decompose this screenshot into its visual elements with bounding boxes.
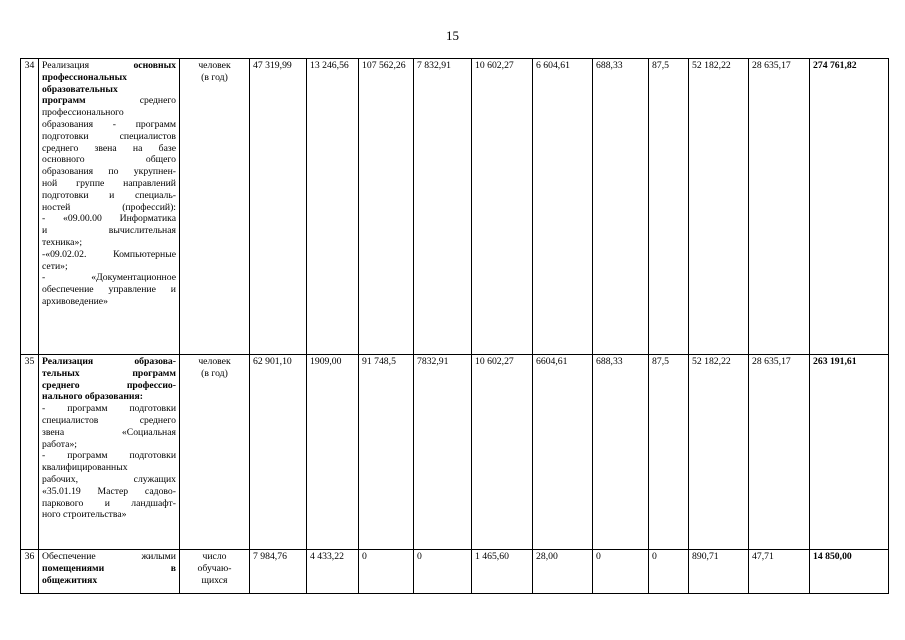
cost-value: 0: [593, 550, 649, 594]
cost-value: 7 832,91: [414, 59, 472, 355]
service-name-line: техника»;: [42, 236, 83, 248]
service-name-line: образования - программ: [42, 118, 176, 130]
cost-value: 10 602,27: [472, 59, 533, 355]
unit-of-measure: [180, 355, 250, 550]
service-name-line: обеспечение управление и: [42, 284, 176, 296]
cost-value: 890,71: [689, 550, 749, 594]
service-name-line: программ среднего: [42, 95, 176, 107]
total-value: 14 850,00: [810, 550, 889, 594]
cost-value: 87,5: [649, 59, 689, 355]
table-row: [21, 355, 889, 550]
service-name-line: сети»;: [42, 260, 68, 272]
service-name-line: основного общего: [42, 154, 176, 166]
service-name-line: тельных программ: [42, 367, 176, 379]
unit-line: обучаю-: [197, 562, 232, 574]
unit-line: щихся: [201, 574, 228, 586]
norms-table: [20, 58, 889, 594]
cost-value: 4 433,22: [307, 550, 359, 594]
service-name-line: подготовки специалистов: [42, 130, 176, 142]
cost-value: 13 246,56: [307, 59, 359, 355]
cost-value: 52 182,22: [689, 59, 749, 355]
service-name-line: нального образования:: [42, 391, 143, 403]
table-body: [21, 59, 889, 594]
cost-value: 47 319,99: [250, 59, 307, 355]
service-name-line: звена «Социальная: [42, 426, 176, 438]
service-name-line: рабочих, служащих: [42, 473, 176, 485]
total-value: 263 191,61: [810, 355, 889, 550]
cost-value: 47,71: [749, 550, 810, 594]
unit-line: человек: [198, 60, 231, 71]
service-name-line: специалистов среднего: [42, 414, 176, 426]
cost-value: 688,33: [593, 355, 649, 550]
service-name-line: Обеспечение жилыми: [42, 551, 176, 562]
service-name-line: образовательных: [42, 83, 118, 95]
unit-line: человек: [198, 356, 231, 367]
service-name-line: работа»;: [42, 438, 77, 450]
service-name-line: образования по укрупнен-: [42, 166, 176, 178]
service-name-line: общежитиях: [42, 574, 98, 586]
cost-value: 28 635,17: [749, 355, 810, 550]
service-name-line: - «Документационное: [42, 272, 176, 284]
row-number: 34: [21, 59, 39, 355]
service-name-line: - «09.00.00 Информатика: [42, 213, 176, 225]
cost-value: 62 901,10: [250, 355, 307, 550]
unit-line: число: [202, 551, 227, 562]
service-name-line: - программ подготовки: [42, 450, 176, 462]
service-name-line: подготовки и специаль-: [42, 189, 176, 201]
service-name-line: ного строительства»: [42, 509, 127, 521]
cost-value: 6604,61: [533, 355, 593, 550]
service-name-line: среднего звена на базе: [42, 142, 176, 154]
service-name-line: среднего профессио-: [42, 379, 176, 391]
cost-value: 91 748,5: [359, 355, 414, 550]
service-name: [39, 59, 180, 355]
page-number: 15: [446, 28, 459, 43]
table-row: [21, 550, 889, 594]
service-name-line: ной группе направлений: [42, 177, 176, 189]
cost-value: 688,33: [593, 59, 649, 355]
unit-of-measure: [180, 550, 250, 594]
cost-value: 28 635,17: [749, 59, 810, 355]
cost-value: 0: [414, 550, 472, 594]
service-name-line: Реализация основных: [42, 60, 176, 71]
service-name-line: -«09.02.02. Компьютерные: [42, 248, 176, 260]
service-name: [39, 550, 180, 594]
service-name-line: и вычислительная: [42, 225, 176, 237]
service-name-line: профессионального: [42, 107, 124, 119]
cost-value: 52 182,22: [689, 355, 749, 550]
row-number: 35: [21, 355, 39, 550]
unit-line: (в год): [201, 71, 228, 83]
service-name-line: - программ подготовки: [42, 403, 176, 415]
cost-value: 0: [359, 550, 414, 594]
cost-value: 6 604,61: [533, 59, 593, 355]
cost-value: 0: [649, 550, 689, 594]
service-name-line: профессиональных: [42, 71, 128, 83]
unit-line: (в год): [201, 367, 228, 379]
table-row: [21, 59, 889, 355]
unit-of-measure: [180, 59, 250, 355]
cost-value: 1909,00: [307, 355, 359, 550]
total-value: 274 761,82: [810, 59, 889, 355]
cost-value: 7832,91: [414, 355, 472, 550]
cost-value: 28,00: [533, 550, 593, 594]
cost-value: 7 984,76: [250, 550, 307, 594]
cost-value: 107 562,26: [359, 59, 414, 355]
cost-value: 1 465,60: [472, 550, 533, 594]
cost-value: 10 602,27: [472, 355, 533, 550]
service-name-line: «35.01.19 Мастер садово-: [42, 485, 176, 497]
service-name-line: паркового и ландшафт-: [42, 497, 176, 509]
service-name-line: помещениями в: [42, 562, 176, 574]
cost-value: 87,5: [649, 355, 689, 550]
row-number: 36: [21, 550, 39, 594]
service-name-line: ностей (профессий):: [42, 201, 176, 213]
service-name: [39, 355, 180, 550]
service-name-line: архивоведение»: [42, 295, 108, 307]
service-name-line: Реализация образова-: [42, 356, 176, 367]
service-name-line: квалифицированных: [42, 462, 128, 474]
